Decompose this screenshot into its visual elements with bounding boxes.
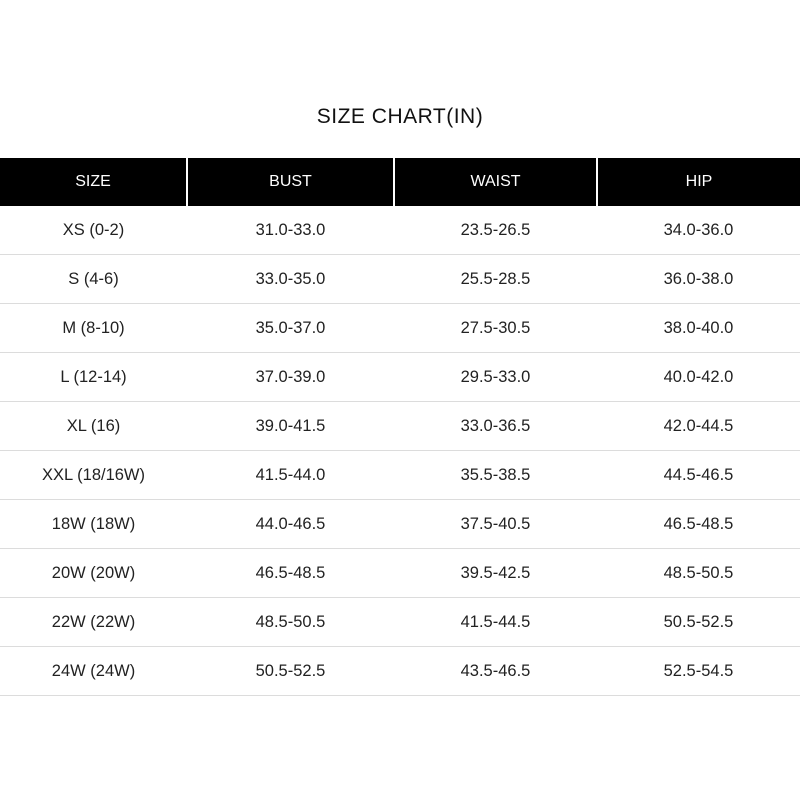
size-cell: XS (0-2)	[0, 206, 187, 255]
table-row	[0, 647, 800, 696]
column-header-size: SIZE	[0, 158, 187, 206]
size-chart-table	[0, 158, 800, 696]
hip-cell: 38.0-40.0	[597, 304, 800, 353]
header-row	[0, 158, 800, 206]
bust-cell: 33.0-35.0	[187, 255, 394, 304]
hip-cell: 50.5-52.5	[597, 598, 800, 647]
waist-cell: 37.5-40.5	[394, 500, 597, 549]
table-row	[0, 353, 800, 402]
waist-cell: 29.5-33.0	[394, 353, 597, 402]
waist-cell: 43.5-46.5	[394, 647, 597, 696]
hip-cell: 48.5-50.5	[597, 549, 800, 598]
size-cell: 22W (22W)	[0, 598, 187, 647]
waist-cell: 39.5-42.5	[394, 549, 597, 598]
table-row	[0, 549, 800, 598]
size-cell: XL (16)	[0, 402, 187, 451]
bust-cell: 37.0-39.0	[187, 353, 394, 402]
hip-cell: 34.0-36.0	[597, 206, 800, 255]
hip-cell: 52.5-54.5	[597, 647, 800, 696]
bust-cell: 46.5-48.5	[187, 549, 394, 598]
size-cell: 24W (24W)	[0, 647, 187, 696]
waist-cell: 27.5-30.5	[394, 304, 597, 353]
size-cell: M (8-10)	[0, 304, 187, 353]
waist-cell: 35.5-38.5	[394, 451, 597, 500]
waist-cell: 25.5-28.5	[394, 255, 597, 304]
hip-cell: 44.5-46.5	[597, 451, 800, 500]
hip-cell: 42.0-44.5	[597, 402, 800, 451]
bust-cell: 31.0-33.0	[187, 206, 394, 255]
chart-title: SIZE CHART(IN)	[316, 105, 484, 128]
size-cell: 18W (18W)	[0, 500, 187, 549]
size-cell: 20W (20W)	[0, 549, 187, 598]
table-row	[0, 304, 800, 353]
size-cell: L (12-14)	[0, 353, 187, 402]
table-row	[0, 598, 800, 647]
table-row	[0, 255, 800, 304]
hip-cell: 40.0-42.0	[597, 353, 800, 402]
column-header-hip: HIP	[597, 158, 800, 206]
table-row	[0, 402, 800, 451]
table-row	[0, 500, 800, 549]
table-row	[0, 206, 800, 255]
column-header-bust: BUST	[187, 158, 394, 206]
column-header-waist: WAIST	[394, 158, 597, 206]
size-cell: S (4-6)	[0, 255, 187, 304]
bust-cell: 35.0-37.0	[187, 304, 394, 353]
bust-cell: 41.5-44.0	[187, 451, 394, 500]
bust-cell: 44.0-46.5	[187, 500, 394, 549]
bust-cell: 48.5-50.5	[187, 598, 394, 647]
hip-cell: 36.0-38.0	[597, 255, 800, 304]
bust-cell: 39.0-41.5	[187, 402, 394, 451]
table-row	[0, 451, 800, 500]
bust-cell: 50.5-52.5	[187, 647, 394, 696]
waist-cell: 33.0-36.5	[394, 402, 597, 451]
waist-cell: 23.5-26.5	[394, 206, 597, 255]
waist-cell: 41.5-44.5	[394, 598, 597, 647]
size-cell: XXL (18/16W)	[0, 451, 187, 500]
hip-cell: 46.5-48.5	[597, 500, 800, 549]
